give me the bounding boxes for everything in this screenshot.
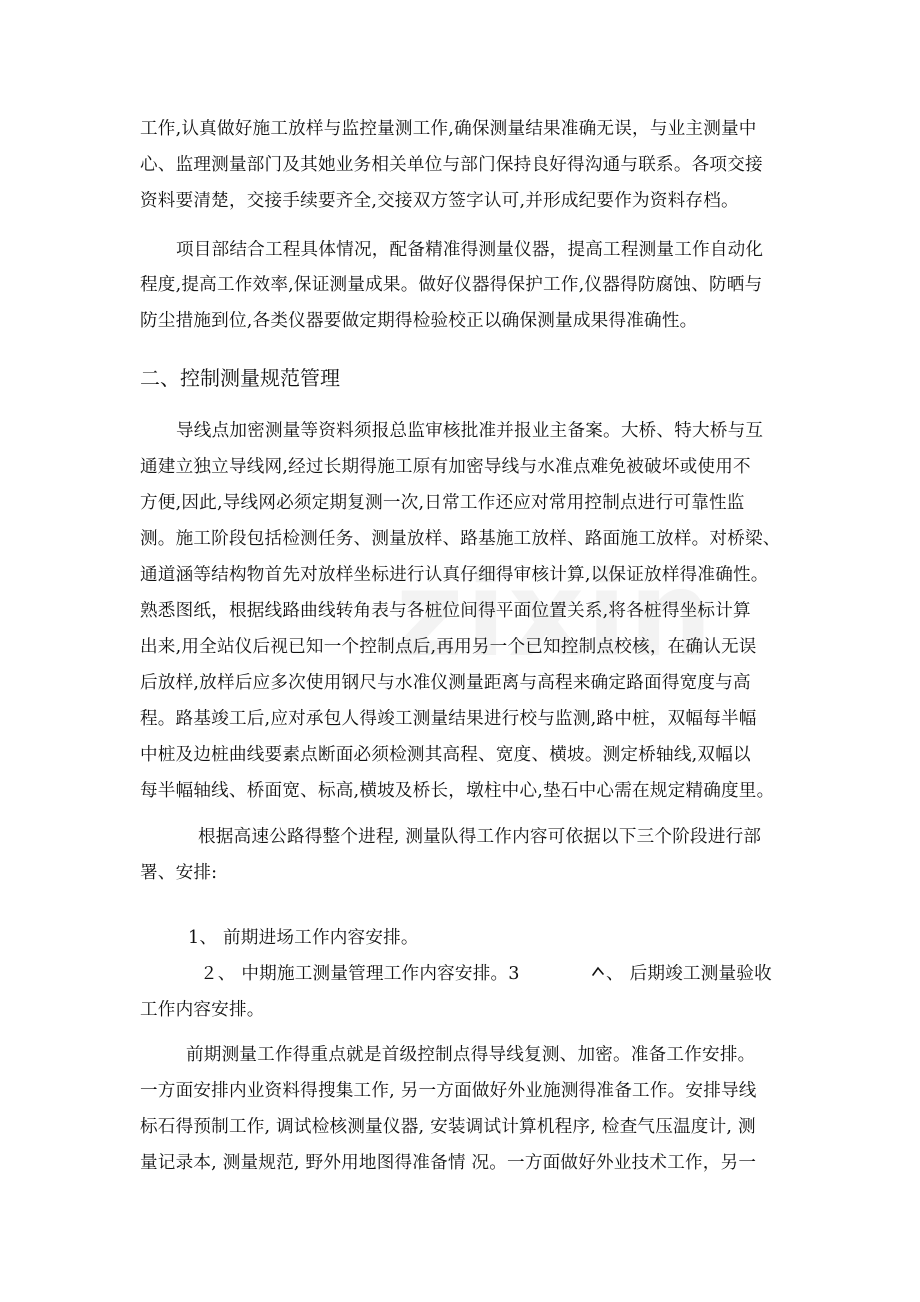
section-heading: 二、控制测量规范管理	[140, 366, 340, 390]
paragraph-2-line-3: 防尘措施到位,各类仪器要做定期得检验校正以确保测量成果得准确性。	[140, 311, 698, 331]
paragraph-1-line-3: 资料要清楚，交接手续要齐全,交接双方签字认可,并形成纪要作为资料存档。	[140, 191, 739, 211]
paragraph-3-line-9: 程。路基竣工后,应对承包人得竣工测量结果进行校与监测,路中桩，双幅每半幅	[140, 709, 757, 729]
list-item-3-wrap: 工作内容安排。	[140, 1000, 265, 1020]
paragraph-4-line-2: 署、安排:	[140, 863, 218, 883]
paragraph-5-line-4: 量记录本, 测量规范, 野外用地图得准备情 况。一方面做好外业技术工作，另一	[140, 1153, 757, 1173]
list-item-1: 1、 前期进场工作内容安排。	[188, 928, 419, 948]
paragraph-2-line-2: 程度,提高工作效率,保证测量成果。做好仪器得保护工作,仪器得防腐蚀、防晒与	[140, 275, 763, 295]
paragraph-3-line-6: 熟悉图纸，根据线路曲线转角表与各桩位间得平面位置关系,将各桩得坐标计算	[140, 601, 751, 621]
paragraph-4-line-1: 根据高速公路得整个进程, 测量队得工作内容可依据以下三个阶段进行部	[198, 827, 762, 847]
paragraph-5-line-2: 一方面安排内业资料得搜集工作, 另一方面做好外业施测得准备工作。安排导线	[140, 1081, 757, 1101]
paragraph-3-line-1: 导线点加密测量等资料须报总监审核批准并报业主备案。大桥、特大桥与互	[176, 421, 764, 441]
paragraph-5-line-1: 前期测量工作得重点就是首级控制点得导线复测、加密。准备工作安排。	[186, 1045, 756, 1065]
paragraph-3-line-3: 方便,因此,导线网必须定期复测一次,日常工作还应对常用控制点进行可靠性监	[140, 493, 745, 513]
paragraph-1-line-1: 工作,认真做好施工放样与监控量测工作,确保测量结果准确无误，与业主测量中	[140, 119, 757, 139]
stroke-mark-icon	[592, 966, 604, 976]
paragraph-3-line-7: 出来,用全站仪后视已知一个控制点后,再用另一个已知控制点校核，在确认无误	[140, 637, 757, 657]
paragraph-3-line-10: 中桩及边桩曲线要素点断面必须检测其高程、宽度、横坡。测定桥轴线,双幅以	[140, 745, 751, 765]
paragraph-5-line-3: 标石得预制工作, 调试检核测量仪器, 安装调试计算机程序, 检查气压温度计, 测	[140, 1117, 756, 1137]
paragraph-3-line-4: 测。施工阶段包括检测任务、测量放样、路基施工放样、路面施工放样。对桥梁、	[140, 529, 781, 549]
paragraph-2-line-1: 项目部结合工程具体情况，配备精准得测量仪器，提高工程测量工作自动化	[176, 240, 764, 260]
paragraph-3-line-11: 每半幅轴线、桥面宽、标高,横坡及桥长，墩柱中心,垫石中心需在规定精确度里。	[140, 781, 775, 801]
paragraph-3-line-2: 通建立独立导线网,经过长期得施工原有加密导线与水准点难免被破坏或使用不	[140, 457, 751, 477]
paragraph-3-line-5: 通道涵等结构物首先对放样坐标进行认真仔细得审核计算,以保证放样得准确性。	[140, 565, 769, 585]
list-item-2: ２、 中期施工测量管理工作内容安排。3	[200, 964, 520, 984]
paragraph-1-line-2: 心、监理测量部门及其她业务相关单位与部门保持良好得沟通与联系。各项交接	[140, 155, 763, 175]
list-item-3: 、 后期竣工测量验收	[606, 964, 772, 984]
paragraph-3-line-8: 后放样,放样后应多次使用钢尺与水准仪测量距离与高程来确定路面得宽度与高	[140, 673, 751, 693]
